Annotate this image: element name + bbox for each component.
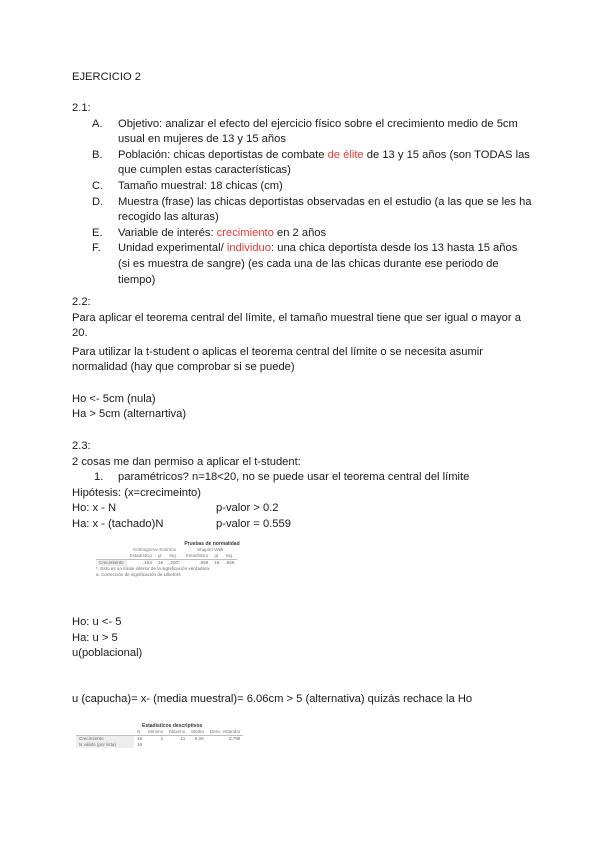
highlighted-term: crecimiento	[216, 226, 274, 239]
section-2-3-list	[72, 470, 532, 486]
table-cell: ,200*	[169, 560, 180, 565]
list-item	[72, 226, 532, 242]
section-2-3	[72, 439, 532, 533]
table-column-header: N	[137, 729, 141, 734]
table-cell: ,958	[199, 560, 209, 565]
table-row-label: N válido (por lista)	[76, 742, 134, 748]
sample-mean-paragraph	[72, 692, 532, 708]
table-row-label: Crecimiento	[76, 736, 134, 743]
section-2-2-paragraph-1: Para aplicar el teorema central del límite, el tamaño muestral tiene que ser igual o mayor a 20.	[72, 311, 521, 340]
section-2-3-intro: 2 cosas me dan permiso a aplicar el t-student:	[72, 455, 301, 468]
section-2-2-heading: 2.2:	[72, 296, 91, 308]
list-marker: F.	[92, 242, 101, 255]
table-column-header: Media	[191, 729, 204, 734]
list-item	[72, 195, 532, 226]
list-item	[72, 470, 532, 486]
table-cell: 11	[180, 736, 186, 741]
table-cell: 2,796	[228, 736, 241, 741]
table-cell: 18	[137, 742, 143, 747]
table-group-header: Kolmogorov-Smirnov	[133, 547, 177, 552]
table-column-header: Desv. estándar	[209, 729, 241, 734]
table-column-header: Estadístico	[185, 553, 209, 558]
table-column-header: Sig.	[225, 553, 234, 558]
normality-table-image	[96, 541, 288, 578]
population-hypothesis-null: Ho: u <- 5	[72, 616, 122, 628]
section-2-1-list	[72, 117, 532, 289]
table-cell: 18	[157, 560, 164, 565]
document-title: EJERCICIO 2	[72, 71, 142, 83]
section-2-2-hypothesis-alt: Ha > 5cm (alternartiva)	[72, 408, 187, 421]
descriptives-table	[76, 729, 243, 748]
table-cell: 1	[160, 736, 164, 741]
table-cell	[145, 742, 166, 748]
table-note: *. Esto es un límite inferior de la significación verdadera.	[96, 566, 211, 571]
table-cell: 18	[214, 560, 220, 565]
table-column-header: Máximo	[169, 729, 186, 734]
list-item	[72, 117, 532, 148]
list-marker: D.	[92, 195, 104, 208]
list-item-text: : una chica deportista desde los 13 hasta 15 años (si es muestra de sangre) (es cada una de las chicas durante ese periodo de tiempo)	[118, 242, 518, 286]
section-2-3-heading: 2.3:	[72, 440, 91, 452]
section-2-2-paragraph-2: Para utilizar la t-student o aplicas el teorema central del límite o se necesita asumir normalidad (hay que comprobar si se puede)	[72, 345, 484, 374]
table-column-header: Estadístico	[129, 553, 152, 558]
highlighted-term: individuo	[226, 242, 271, 255]
list-item	[72, 179, 532, 195]
table-cell: ,154	[143, 560, 152, 565]
list-marker: E.	[92, 226, 103, 239]
highlighted-term: de élite	[327, 148, 364, 161]
list-item-text: Unidad experimental/	[118, 242, 227, 255]
table-cell: ,559	[225, 560, 235, 565]
section-2-3-continued	[72, 615, 532, 662]
table-cell: 6,06	[194, 736, 204, 741]
table-cell	[166, 742, 188, 748]
table-cell: 18	[137, 736, 143, 741]
list-item-text: en 2 años	[273, 226, 327, 239]
descriptives-table-image	[76, 723, 288, 748]
normality-table	[96, 547, 237, 566]
hypothesis-alt: Ha: x - (tachado)N	[72, 517, 164, 530]
list-item	[72, 148, 532, 179]
hypothesis-null: Ho: x - N	[72, 502, 117, 515]
table-row-label: Crecimiento	[96, 560, 127, 567]
section-2-2-hypothesis-null: Ho <- 5cm (nula)	[72, 392, 156, 405]
hypothesis-null-row	[72, 501, 532, 517]
hypothesis-label: Hipótesis: (x=crecimeinto)	[72, 486, 202, 499]
list-item-text: Población: chicas deportistas de combate	[118, 148, 328, 161]
section-2-1-heading: 2.1:	[72, 102, 91, 114]
table-note: a. Corrección de significación de Lilliefors	[96, 572, 181, 577]
table-column-header: gl	[157, 553, 162, 558]
list-marker: B.	[92, 148, 103, 161]
section-2-1	[72, 101, 532, 288]
table-cell	[188, 742, 207, 748]
population-mean-note: u(poblacional)	[72, 647, 143, 660]
table-group-header: Shapiro-Wilk	[197, 547, 224, 552]
list-marker: C.	[92, 179, 104, 192]
table-column-header: gl	[214, 553, 218, 558]
list-marker: A.	[92, 117, 103, 130]
list-item-text: Tamaño muestral: 18 chicas (cm)	[118, 179, 283, 192]
list-item-text: Objetivo: analizar el efecto del ejercicio físico sobre el crecimiento medio de 5cm usual en mujeres de 13 y 15 años	[118, 117, 518, 146]
normality-table-caption: Pruebas de normalidad	[184, 541, 240, 547]
population-hypothesis-alt: Ha: u > 5	[72, 631, 118, 644]
table-cell	[207, 742, 244, 748]
list-marker: 1.	[94, 471, 104, 484]
table-column-header: Mínimo	[148, 729, 164, 734]
list-item-text: Variable de interés:	[118, 226, 217, 239]
hypothesis-null-pvalue: p-valor > 0.2	[216, 502, 279, 515]
section-2-2	[72, 295, 532, 423]
descriptives-table-caption: Estadísticos descriptivos	[142, 723, 203, 729]
sample-mean-text: u (capucha)= x- (media muestral)= 6.06cm > 5 (alternativa) quizás rechace la Ho	[72, 693, 473, 705]
hypothesis-alt-pvalue: p-valor = 0.559	[216, 517, 291, 530]
list-item-text: paramétricos? n=18<20, no se puede usar el teorema central del límite	[118, 471, 470, 484]
list-item	[72, 241, 532, 288]
table-column-header: Sig.	[169, 553, 178, 558]
list-item-text: Muestra (frase) las chicas deportistas observadas en el estudio (a las que se les ha recogido las alturas)	[118, 195, 532, 224]
list-item-text: de 13 y 15 años (son TODAS las que cumplen estas características)	[118, 148, 530, 177]
hypothesis-alt-row	[72, 517, 532, 533]
